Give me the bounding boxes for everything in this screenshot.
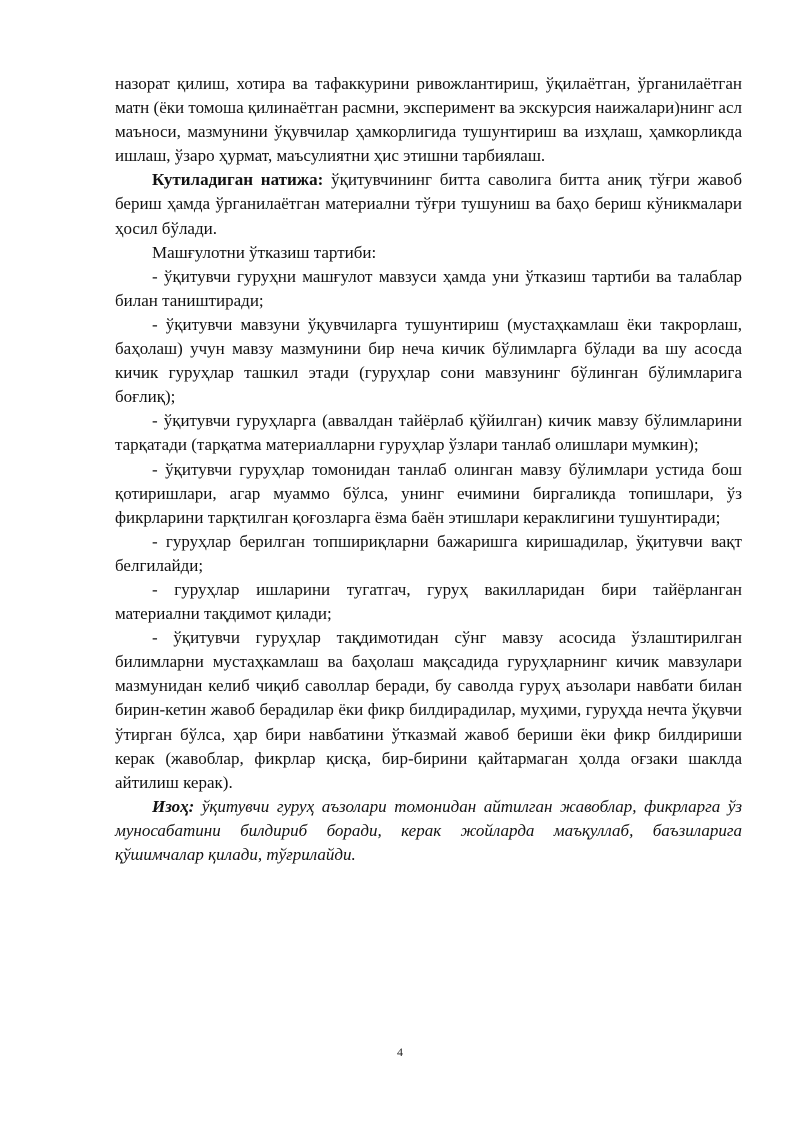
procedure-step: - ўқитувчи гуруҳни машғулот мавзуси ҳамда уни ўтказиш тартиби ва талаблар билан таништиради; bbox=[115, 266, 742, 310]
procedure-step: - ўқитувчи мавзуни ўқувчиларга тушунтириш (мустаҳкамлаш ёки такрорлаш, баҳолаш) учун мавзу мазмунини бир неча кичик бўлимларга бўлади ва шу асосда кичик гуруҳлар ташкил этади (гуруҳлар сони мавзунинг бўлинган бўлимларига боғлиқ); bbox=[115, 314, 742, 407]
expected-result-label: Кутиладиган натижа: bbox=[152, 170, 324, 190]
procedure-step: - ўқитувчи гуруҳлар тақдимотидан сўнг мавзу асосида ўзлаштирилган билимларни мустаҳкамлаш ва баҳолаш мақсадида гуруҳларнинг кичик мавзулари мазмунидан келиб чиқиб саволлар беради, бу саволда гуруҳ аъзолари навбати билан бирин-кетин жавоб берадилар ёки фикр билдирадилар, муҳими, гуруҳда нечта ўқувчи ўтирган бўлса, ҳар бири навбатини ўтказмай жавоб бериши ёки фикр билдириши керак (жавоблар, фикрлар қисқа, бир-бирини қайтармаган ҳолда оғзаки шаклда айтилиш керак). bbox=[115, 628, 742, 792]
expected-result-paragraph bbox=[115, 168, 742, 240]
page-body bbox=[115, 72, 742, 867]
procedure-step: - гуруҳлар берилган топшириқларни бажаришга киришадилар, ўқитувчи вақт белгилайди; bbox=[115, 531, 742, 575]
procedure-step: - ўқитувчи гуруҳларга (аввалдан тайёрлаб қўйилган) кичик мавзу бўлимларини тарқатади (тарқатма материалларни гуруҳлар ўзлари танлаб олишлари мумкин); bbox=[115, 411, 742, 455]
procedure-step: - ўқитувчи гуруҳлар томонидан танлаб олинган мавзу бўлимлари устида бош қотиришлари, агар муаммо бўлса, унинг ечимини биргаликда топишлари, ўз фикрларини тарқтилган қоғозларга ёзма баён этишлари кераклигини тушунтиради; bbox=[115, 459, 742, 527]
note-paragraph bbox=[115, 795, 742, 867]
page-number: 4 bbox=[397, 1045, 403, 1059]
note-label: Изоҳ: bbox=[152, 796, 195, 816]
note-text: ўқитувчи гуруҳ аъзолари томонидан айтилган жавоблар, фикрларга ўз муносабатини билдириб боради, керак жойларда маъқуллаб, баъзиларига қўшимчалар қилади, тўғрилайди. bbox=[115, 796, 742, 864]
procedure-heading: Машғулотни ўтказиш тартиби: bbox=[152, 242, 377, 262]
procedure-step: - гуруҳлар ишларини тугатгач, гуруҳ вакилларидан бири тайёрланган материални тақдимот қилади; bbox=[115, 579, 742, 624]
intro-paragraph: назорат қилиш, хотира ва тафаккурини ривожлантириш, ўқилаётган, ўрганилаётган матн (ёки томоша қилинаётган расмни, эксперимент ва экскурсия наижалари)нинг асл маъноси, мазмунини ўқувчилар ҳамкорлигида тушунтириш ва изҳлаш, ҳамкорликда ишлаш, ўзаро ҳурмат, маъсулиятни ҳис этишни тарбиялаш. bbox=[115, 74, 742, 166]
expected-result-text: ўқитувчининг битта саволига битта аниқ тўғри жавоб бериш ҳамда ўрганилаётган материални тўғри тушуниш ва баҳо бериш кўникмалари ҳосил бўлади. bbox=[115, 170, 742, 238]
